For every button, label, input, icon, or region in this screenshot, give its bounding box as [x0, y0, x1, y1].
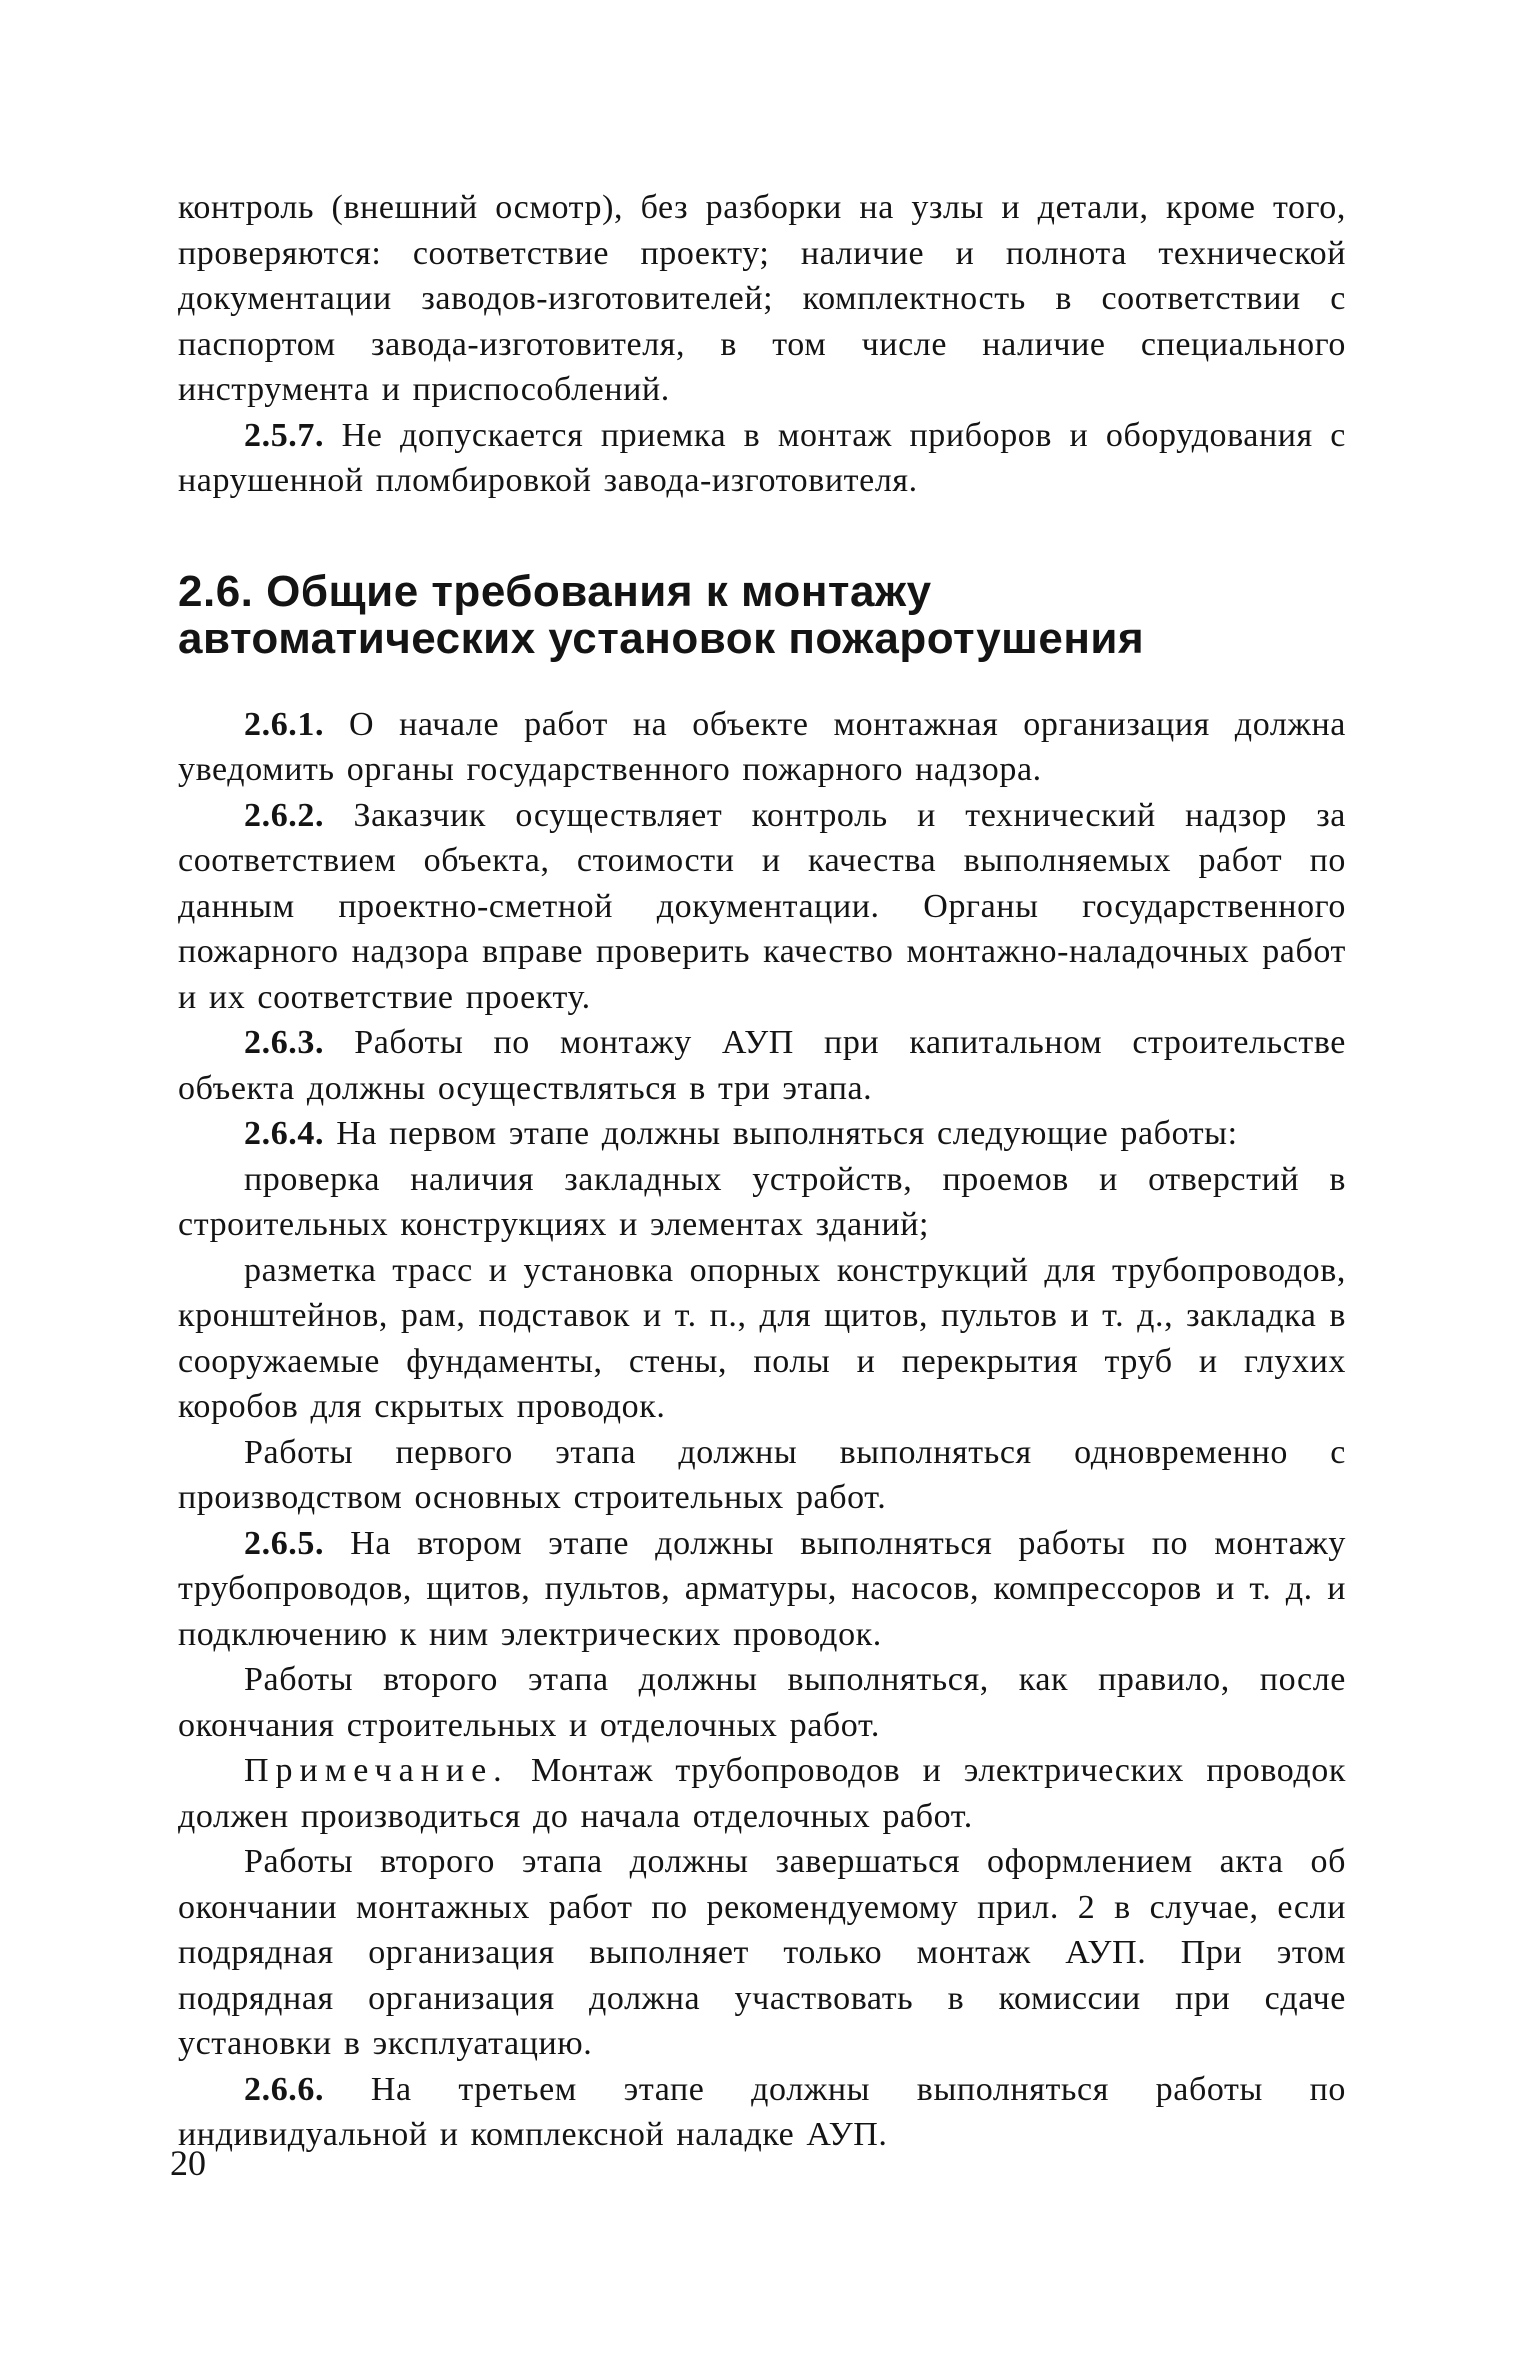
- clause-number: 2.6.3.: [244, 1024, 325, 1061]
- clause-text: Заказчик осуществляет контроль и технический надзор за соответствием объекта, стоимости и качества выполняемых работ по данным проектно-сметной документации. Органы государственного пожарного надзора вправе проверить качество монтажно-наладочных работ и их соответствие проекту.: [178, 796, 1347, 1016]
- clause-2-6-2: [178, 793, 1346, 1021]
- clause-number: 2.5.7.: [244, 416, 325, 454]
- note-paragraph: [178, 1748, 1346, 1839]
- section-heading: [178, 568, 1346, 662]
- document-page: [178, 185, 1346, 2158]
- clause-number: 2.6.5.: [244, 1524, 325, 1562]
- paragraph: Работы второго этапа должны завершаться оформлением акта об окончании монтажных работ по рекомендуемому прил. 2 в случае, если подрядная организация выполняет только монтаж АУП. При этом подрядная организация должна участвовать в комиссии при сдаче установки в эксплуатацию.: [178, 1843, 1346, 2062]
- clause-2-6-5: [178, 1521, 1346, 1658]
- clause-text: На втором этапе должны выполняться работы по монтажу трубопроводов, щитов, пультов, арматуры, насосов, компрессоров и т. д. и подключению к ним электрических проводок.: [178, 1524, 1346, 1653]
- clause-text: О начале работ на объекте монтажная организация должна уведомить органы государственного пожарного надзора.: [178, 705, 1346, 788]
- continuation-paragraph: контроль (внешний осмотр), без разборки на узлы и детали, кроме того, проверяются: соответствие проекту; наличие и полнота технической документации заводов-изготовителей; комплектность в соответствии с паспортом завода-изготовителя, в том числе наличие специального инструмента и приспособлений.: [178, 189, 1346, 408]
- clause-text: На третьем этапе должны выполняться работы по индивидуальной и комплексной наладке АУП.: [178, 2070, 1346, 2153]
- clause-number: 2.6.2.: [244, 796, 325, 834]
- paragraph: Работы второго этапа должны выполняться, как правило, после окончания строительных и отделочных работ.: [178, 1661, 1346, 1744]
- section-heading-line-1: 2.6. Общие требования к монтажу: [178, 566, 932, 616]
- clause-text: Не допускается приемка в монтаж приборов и оборудования с нарушенной пломбировкой завода-изготовителя.: [178, 416, 1346, 499]
- list-item: разметка трасс и установка опорных конструкций для трубопроводов, кронштейнов, рам, подставок и т. п., для щитов, пультов и т. д., закладка в сооружаемые фундаменты, стены, полы и перекрытия труб и глухих коробов для скрытых проводок.: [178, 1251, 1346, 1425]
- clause-2-6-6: [178, 2067, 1346, 2158]
- clause-number: 2.6.4.: [244, 1115, 325, 1152]
- list-item: проверка наличия закладных устройств, проемов и отверстий в строительных конструкциях и элементах зданий;: [178, 1160, 1346, 1243]
- clause-2-6-3: [178, 1020, 1346, 1111]
- paragraph: Работы первого этапа должны выполняться одновременно с производством основных строительных работ.: [178, 1433, 1346, 1516]
- clause-number: 2.6.1.: [244, 705, 325, 743]
- section-heading-line-2: автоматических установок пожаротушения: [178, 613, 1145, 663]
- note-text: Монтаж трубопроводов и электрических проводок должен производиться до начала отделочных работ.: [178, 1752, 1347, 1835]
- clause-text: На первом этапе должны выполняться следующие работы:: [336, 1115, 1238, 1152]
- page-number: 20: [170, 2143, 206, 2183]
- clause-2-6-1: [178, 702, 1346, 793]
- note-label: Примечание.: [244, 1752, 509, 1789]
- clause-2-5-7: [178, 413, 1346, 504]
- clause-text: Работы по монтажу АУП при капитальном строительстве объекта должны осуществляться в три этапа.: [178, 1024, 1346, 1107]
- clause-number: 2.6.6.: [244, 2070, 325, 2108]
- clause-2-6-4: [178, 1111, 1346, 1157]
